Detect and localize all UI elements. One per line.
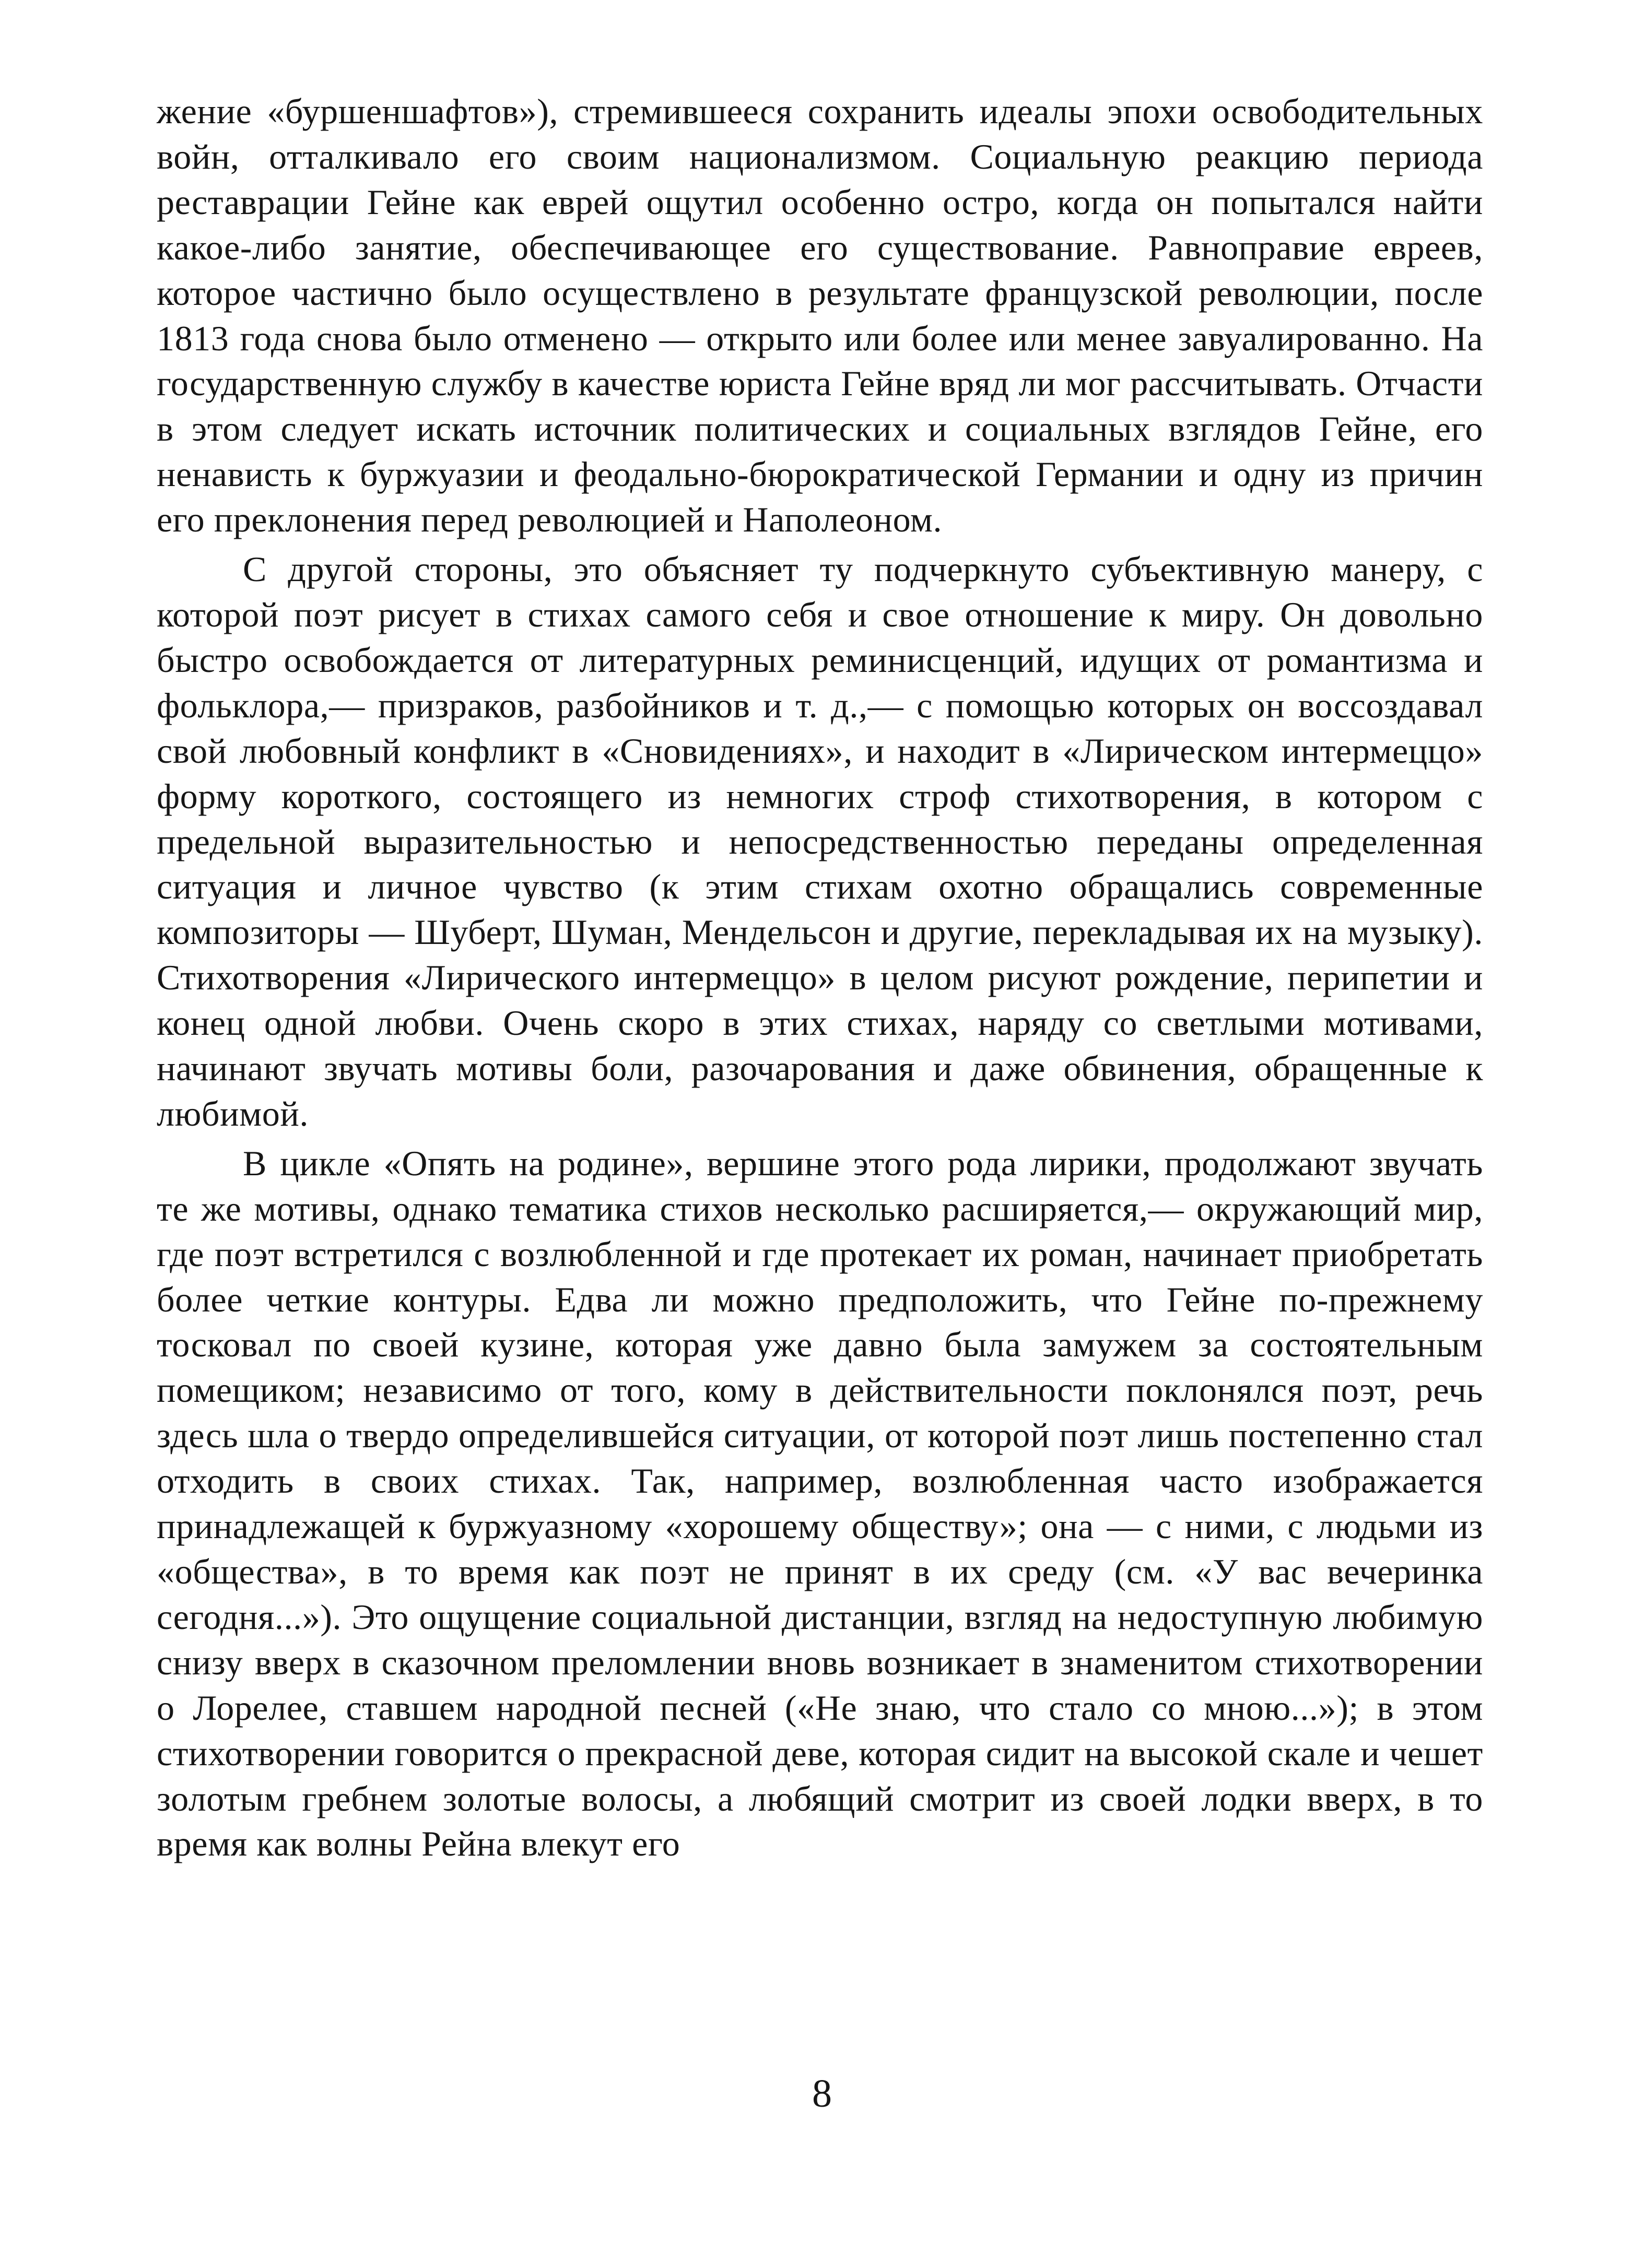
page-number: 8	[812, 2072, 832, 2116]
body-text	[157, 89, 1483, 1867]
paragraph-manner: С другой стороны, это объясняет ту подчеркнуто субъективную манеру, с которой поэт рисует в стихах самого себя и свое отношение к миру. Он довольно быстро освобождается от литературных реминисценций, идущих от романтизма и фольклора,— призраков, разбойников и т. д.,— с помощью которых он воссоздавал свой любовный конфликт в «Сновидениях», и находит в «Лирическом интермеццо» форму короткого, состоящего из немногих строф стихотворения, в котором с предельной выразительностью и непосредственностью переданы определенная ситуация и личное чувство (к этим стихам охотно обращались современные композиторы — Шуберт, Шуман, Мендельсон и другие, перекладывая их на музыку). Стихотворения «Лирического интермеццо» в целом рисуют рождение, перипетии и конец одной любви. Очень скоро в этих стихах, наряду со светлыми мотивами, начинают звучать мотивы боли, разочарования и даже обвинения, обращенные к любимой.	[157, 549, 1483, 1133]
paragraph-homecoming-cycle: В цикле «Опять на родине», вершине этого рода лирики, продолжают звучать те же мотивы, однако тематика стихов несколько расширяется,— окружающий мир, где поэт встретился с возлюбленной и где протекает их роман, начинает приобретать более четкие контуры. Едва ли можно предположить, что Гейне по-прежнему тосковал по своей кузине, которая уже давно была замужем за состоятельным помещиком; независимо от того, кому в действительности поклонялся поэт, речь здесь шла о твердо определившейся ситуации, от которой поэт лишь постепенно стал отходить в своих стихах. Так, например, возлюбленная часто изображается принадлежащей к буржуазному «хорошему обществу»; она — с ними, с людьми из «общества», в то время как поэт не принят в их среду (см. «У вас вечеринка сегодня...»). Это ощущение социальной дистанции, взгляд на недоступную любимую снизу вверх в сказочном преломлении вновь возникает в знаменитом стихотворении о Лорелее, ставшем народной песней («Не знаю, что стало со мною...»); в этом стихотворении говорится о прекрасной деве, которая сидит на высокой скале и чешет золотым гребнем золотые волосы, а любящий смотрит из своей лодки вверх, в то время как волны Рейна влекут его	[157, 1143, 1483, 1864]
paragraph-continued: жение «буршеншафтов»), стремившееся сохранить идеалы эпохи освободительных войн, отталкивало его своим национализмом. Социальную реакцию периода реставрации Гейне как еврей ощутил особенно остро, когда он попытался найти какое-либо занятие, обеспечивающее его существование. Равноправие евреев, которое частично было осуществлено в результате французской революции, после 1813 года снова было отменено — открыто или более или менее завуалированно. На государственную службу в качестве юриста Гейне вряд ли мог рассчитывать. Отчасти в этом следует искать источник политических и социальных взглядов Гейне, его ненависть к буржуазии и феодально-бюрократической Германии и одну из причин его преклонения перед революцией и Наполеоном.	[157, 91, 1483, 540]
